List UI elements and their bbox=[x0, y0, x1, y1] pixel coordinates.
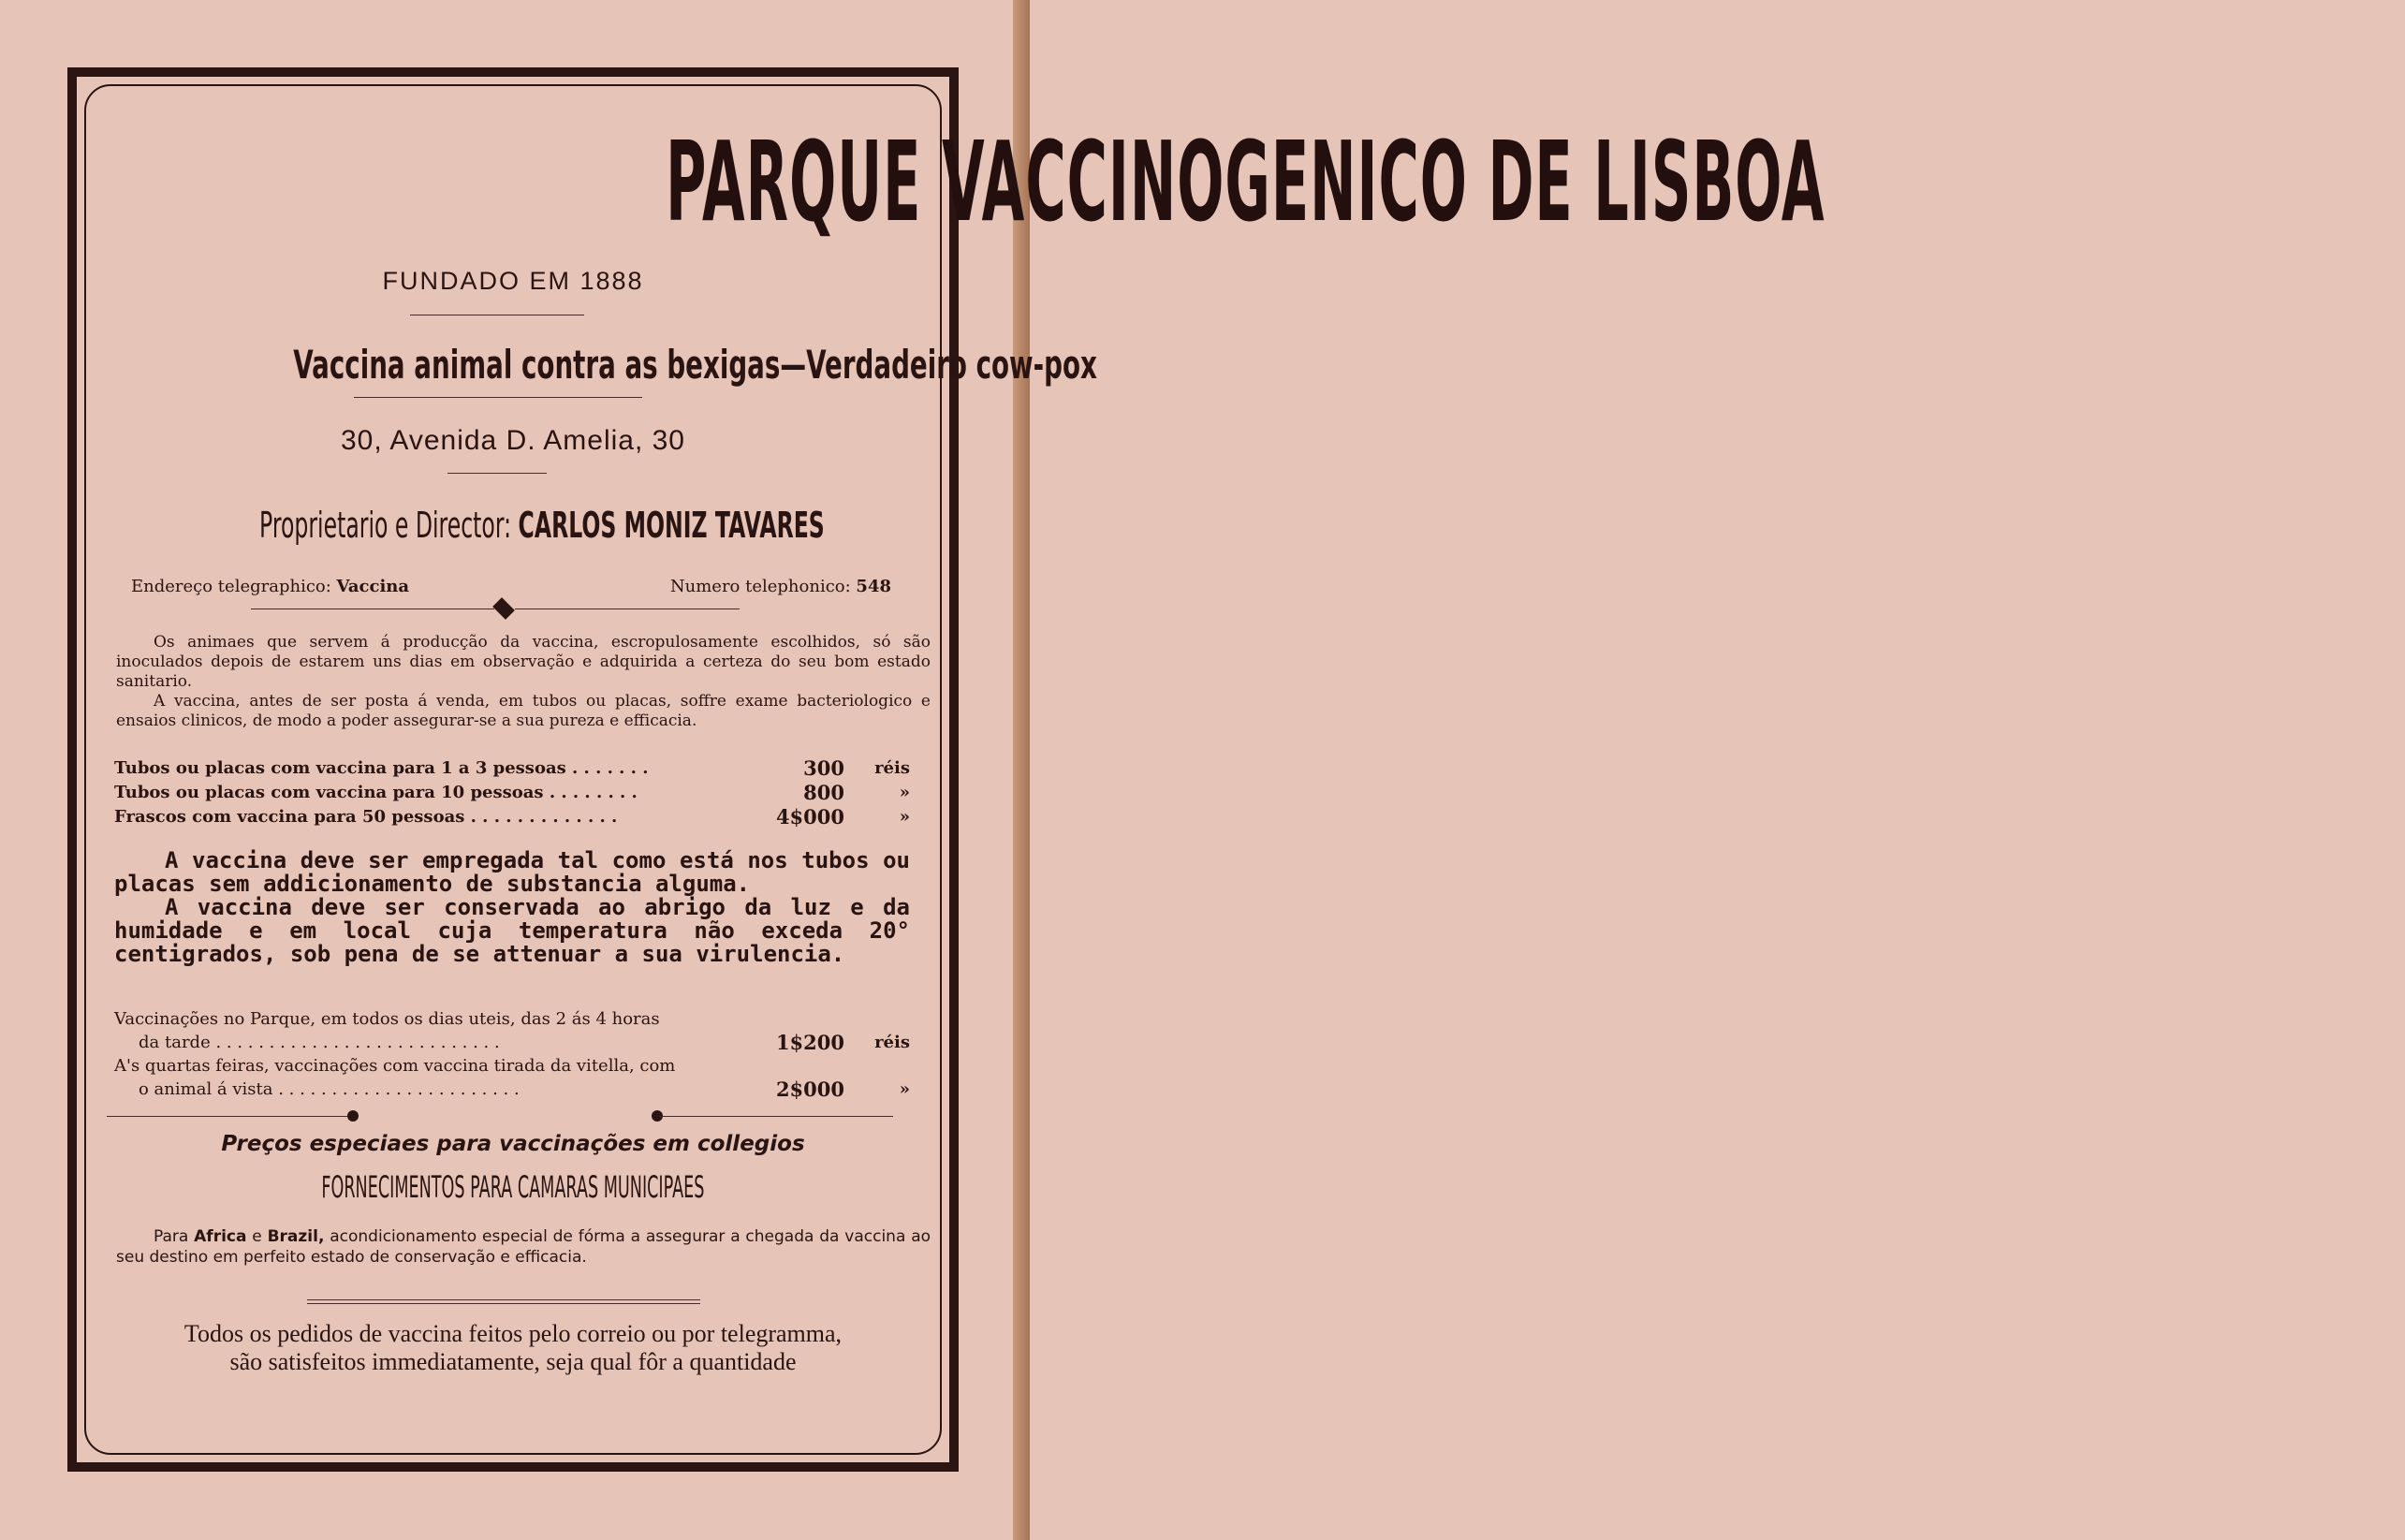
closing-line-1: Todos os pedidos de vaccina feitos pelo correio ou por telegramma, bbox=[183, 1320, 843, 1347]
municipal-supplies-heading: FORNECIMENTOS PARA CAMARAS MUNICIPAES bbox=[321, 1169, 705, 1205]
closing-statement bbox=[86, 1320, 940, 1376]
diamond-ornament-icon bbox=[492, 597, 515, 620]
address: 30, Avenida D. Amelia, 30 bbox=[340, 425, 685, 456]
divider bbox=[354, 397, 642, 398]
price-row: Frascos com vaccina para 50 pessoas . . . . . . . . . . . . . 4$000 » bbox=[114, 805, 910, 829]
divider bbox=[307, 1299, 700, 1300]
intro-paragraph-2: A vaccina, antes de ser posta á venda, em tubos ou placas, soffre exame bacteriologico e ensaios clinicos, de modo a poder assegurar-se a sua pureza e efficacia. bbox=[116, 692, 931, 730]
proprietor-line: Proprietario e Director: CARLOS MONIZ TAVARES bbox=[259, 505, 825, 546]
telegraph-address: Endereço telegraphico: Vaccina bbox=[131, 577, 410, 596]
intro-paragraph-1: Os animaes que servem á producção da vaccina, escropulosamente escolhidos, só são inoculados depois de estarem uns dias em observação e adquirida a certeza do seu bom estado sanitario. bbox=[116, 633, 931, 691]
dot-ornament-icon bbox=[347, 1110, 359, 1122]
divider bbox=[447, 473, 547, 474]
divider bbox=[307, 1303, 700, 1304]
instruction-1: A vaccina deve ser empregada tal como está nos tubos ou placas sem addicionamento de substancia alguma. bbox=[114, 847, 910, 897]
closing-line-2: são satisfeitos immediatamente, seja qual fôr a quantidade bbox=[229, 1348, 797, 1375]
page-title: PARQUE VACCINOGENICO DE LISBOA bbox=[666, 117, 1826, 246]
founded-line: FUNDADO EM 1888 bbox=[382, 267, 644, 295]
vaccination-row-line2: da tarde . . . . . . . . . . . . . . . . . . . . . . . . . . . 1$200 réis bbox=[139, 1031, 910, 1054]
export-paragraph: Para Africa e Brazil, acondicionamento especial de fórma a assegurar a chegada da vaccina ao seu destino em perfeito estado de conservação e efficacia. bbox=[116, 1227, 931, 1267]
tagline: Vaccina animal contra as bexigas—Verdadeiro cow-pox bbox=[293, 342, 1097, 388]
vaccination-row-line1: A's quartas feiras, vaccinações com vaccina tirada da vitella, com bbox=[114, 1056, 676, 1076]
inner-border bbox=[84, 84, 1826, 1455]
vaccination-row-line1: Vaccinações no Parque, em todos os dias uteis, das 2 ás 4 horas bbox=[114, 1009, 660, 1029]
instruction-2: A vaccina deve ser conservada ao abrigo da luz e da humidade e em local cuja temperatura não exceda 20° centigrados, sob pena de se attenuar a sua virulencia. bbox=[114, 894, 910, 967]
vaccination-prices bbox=[114, 1007, 910, 1101]
vaccination-row-line2: o animal á vista . . . . . . . . . . . . . . . . . . . . . . . 2$000 » bbox=[139, 1078, 910, 1101]
telephone-number: Numero telephonico: 548 bbox=[669, 577, 891, 596]
advertisement-frame bbox=[67, 67, 1826, 1472]
price-list bbox=[114, 756, 910, 829]
price-row: Tubos ou placas com vaccina para 1 a 3 pessoas . . . . . . . 300 réis bbox=[114, 756, 910, 780]
divider-right bbox=[659, 1116, 893, 1117]
price-row: Tubos ou placas com vaccina para 10 pessoas . . . . . . . . 800 » bbox=[114, 781, 910, 804]
usage-instructions bbox=[114, 849, 910, 966]
divider-left bbox=[107, 1116, 352, 1117]
school-prices-heading: Preços especiaes para vaccinações em collegios bbox=[221, 1132, 805, 1156]
